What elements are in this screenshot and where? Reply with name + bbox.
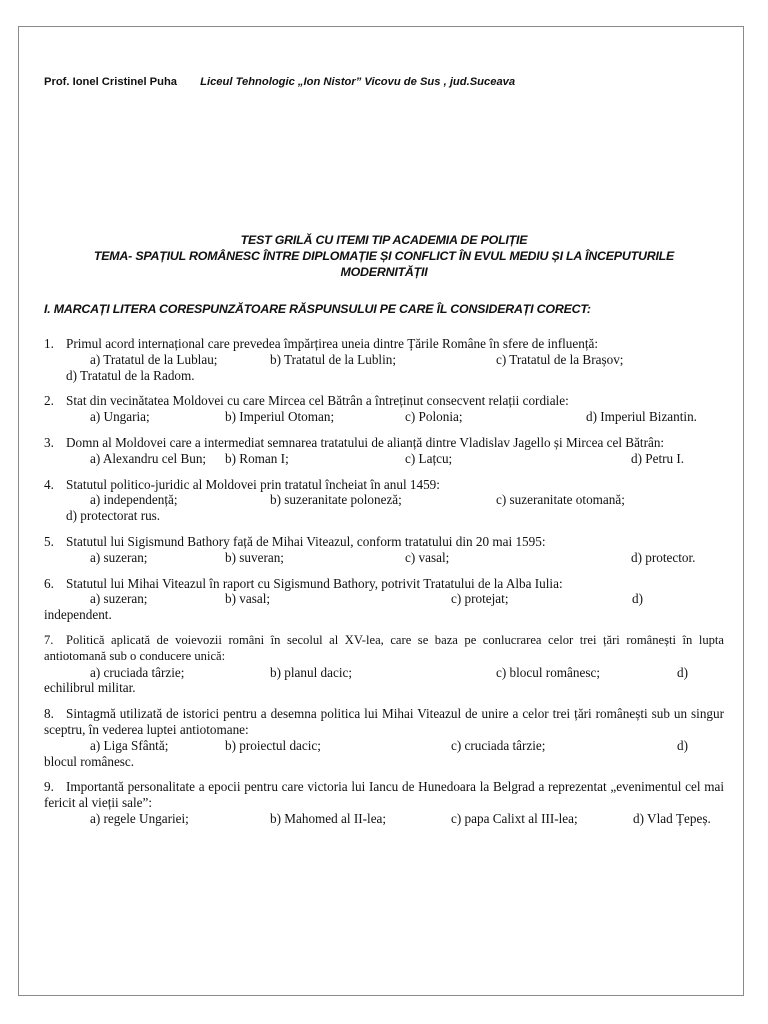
answer-a[interactable]: a) independență; bbox=[90, 492, 178, 508]
answer-d-text: blocul românesc. bbox=[44, 753, 135, 769]
answer-a[interactable]: a) cruciada târzie; bbox=[90, 664, 185, 680]
answer-d[interactable]: d) Vlad Țepeș. bbox=[633, 810, 711, 826]
school-name: Liceul Tehnologic „Ion Nistor” Vicovu de Sus , jud.Suceava bbox=[200, 76, 516, 88]
question-text: Statutul lui Mihai Viteazul în raport cu Sigismund Bathory, potrivit Tratatului de la Alba Iulia: bbox=[66, 575, 563, 591]
title-line-3: MODERNITĂȚII bbox=[340, 265, 428, 279]
question-1 bbox=[44, 336, 724, 383]
answer-c[interactable]: c) blocul românesc; bbox=[496, 664, 600, 680]
question-number: 6. bbox=[44, 575, 54, 591]
answer-c[interactable]: c) cruciada târzie; bbox=[451, 737, 546, 753]
question-text: Politică aplicată de voievozii români în secolul al XV-lea, care se baza pe conlucrarea celor trei țări românești în lupta antiotomană sub o conducere unică: bbox=[44, 632, 724, 663]
question-text: Stat din vecinătatea Moldovei cu care Mircea cel Bătrân a întreținut consecvent relații cordiale: bbox=[66, 393, 569, 409]
question-number: 1. bbox=[44, 336, 54, 351]
question-text: Sintagmă utilizată de istorici pentru a desemna politica lui Mihai Viteazul de unire a celor trei țări românești sub un singur sceptru, în vederea luptei antiotomane: bbox=[44, 706, 724, 737]
answer-a[interactable]: a) regele Ungariei; bbox=[90, 810, 189, 826]
document-header bbox=[44, 76, 515, 88]
question-number: 2. bbox=[44, 393, 54, 409]
answer-b[interactable]: b) proiectul dacic; bbox=[225, 737, 321, 753]
answer-d[interactable]: d) bbox=[677, 737, 688, 753]
question-number: 4. bbox=[44, 476, 54, 492]
answer-c[interactable]: c) papa Calixt al III-lea; bbox=[451, 810, 578, 826]
answer-d[interactable]: d) protector. bbox=[631, 549, 696, 565]
question-text: Primul acord internațional care prevedea împărțirea uneia dintre Țările Române în sfere de influență: bbox=[66, 336, 599, 351]
question-number: 8. bbox=[44, 706, 54, 722]
test-title bbox=[44, 232, 724, 280]
answer-c[interactable]: c) Polonia; bbox=[405, 409, 463, 425]
author-name: Prof. Ionel Cristinel Puha bbox=[44, 76, 178, 88]
answer-b[interactable]: b) Imperiul Otoman; bbox=[225, 409, 335, 425]
answer-d[interactable]: d) bbox=[632, 591, 643, 607]
question-text: Domn al Moldovei care a intermediat semnarea tratatului de alianță dintre Vladislav Jagello și Mircea cel Bătrân: bbox=[66, 434, 665, 450]
answer-c[interactable]: c) Lațcu; bbox=[405, 450, 453, 466]
answer-b[interactable]: b) suzeranitate poloneză; bbox=[270, 492, 402, 508]
answer-b[interactable]: b) suveran; bbox=[225, 549, 284, 565]
answer-d[interactable]: d) bbox=[677, 664, 688, 680]
question-number: 5. bbox=[44, 533, 54, 549]
question-number: 9. bbox=[44, 779, 54, 795]
answer-a[interactable]: a) Ungaria; bbox=[90, 409, 150, 425]
question-9 bbox=[44, 779, 724, 826]
answer-d[interactable]: d) Petru I. bbox=[631, 450, 685, 466]
answer-b[interactable]: b) planul dacic; bbox=[270, 664, 353, 680]
answer-d-text: independent. bbox=[44, 607, 112, 623]
answer-c[interactable]: c) Tratatul de la Brașov; bbox=[496, 351, 624, 367]
question-text: Statutul lui Sigismund Bathory față de Mihai Viteazul, conform tratatului din 20 mai 1595: bbox=[66, 533, 546, 549]
question-7 bbox=[44, 633, 724, 696]
answer-b[interactable]: b) Tratatul de la Lublin; bbox=[270, 351, 397, 367]
question-8 bbox=[44, 706, 724, 769]
answer-c[interactable]: c) protejat; bbox=[451, 591, 509, 607]
question-2 bbox=[44, 393, 724, 425]
answer-d[interactable]: d) Tratatul de la Radom. bbox=[66, 367, 195, 383]
answer-a[interactable]: a) Tratatul de la Lublau; bbox=[90, 351, 218, 367]
answer-d[interactable]: d) Imperiul Bizantin. bbox=[586, 409, 697, 425]
answer-b[interactable]: b) vasal; bbox=[225, 591, 271, 607]
answer-d[interactable]: d) protectorat rus. bbox=[66, 508, 161, 524]
answer-b[interactable]: b) Roman I; bbox=[225, 450, 289, 466]
question-text: Importantă personalitate a epocii pentru care victoria lui Iancu de Hunedoara la Belgrad a reprezentat „evenimentul cel mai fericit al vieții sale”: bbox=[44, 779, 724, 811]
answer-a[interactable]: a) suzeran; bbox=[90, 591, 148, 607]
section-heading: I. MARCAȚI LITERA CORESPUNZĂTOARE RĂSPUNSULUI PE CARE ÎL CONSIDERAȚI CORECT: bbox=[44, 302, 591, 316]
question-list bbox=[44, 336, 724, 837]
question-text: Statutul politico-juridic al Moldovei prin tratatul încheiat în anul 1459: bbox=[66, 476, 440, 492]
question-number: 3. bbox=[44, 434, 54, 450]
answer-a[interactable]: a) Liga Sfântă; bbox=[90, 737, 169, 753]
title-line-2: TEMA- SPAȚIUL ROMÂNESC ÎNTRE DIPLOMAȚIE ȘI CONFLICT ÎN EVUL MEDIU ȘI LA ÎNCEPUTURILE bbox=[93, 249, 675, 263]
answer-a[interactable]: a) suzeran; bbox=[90, 549, 148, 565]
question-number: 7. bbox=[44, 632, 54, 647]
question-5 bbox=[44, 534, 724, 566]
question-6 bbox=[44, 576, 724, 623]
title-line-1: TEST GRILĂ CU ITEMI TIP ACADEMIA DE POLIȚIE bbox=[240, 233, 528, 247]
answer-b[interactable]: b) Mahomed al II-lea; bbox=[270, 810, 387, 826]
answer-a[interactable]: a) Alexandru cel Bun; bbox=[90, 450, 207, 466]
answer-c[interactable]: c) suzeranitate otomană; bbox=[496, 492, 625, 508]
question-3 bbox=[44, 435, 724, 467]
question-4 bbox=[44, 477, 724, 524]
answer-c[interactable]: c) vasal; bbox=[405, 549, 450, 565]
answer-d-text: echilibrul militar. bbox=[44, 680, 136, 696]
